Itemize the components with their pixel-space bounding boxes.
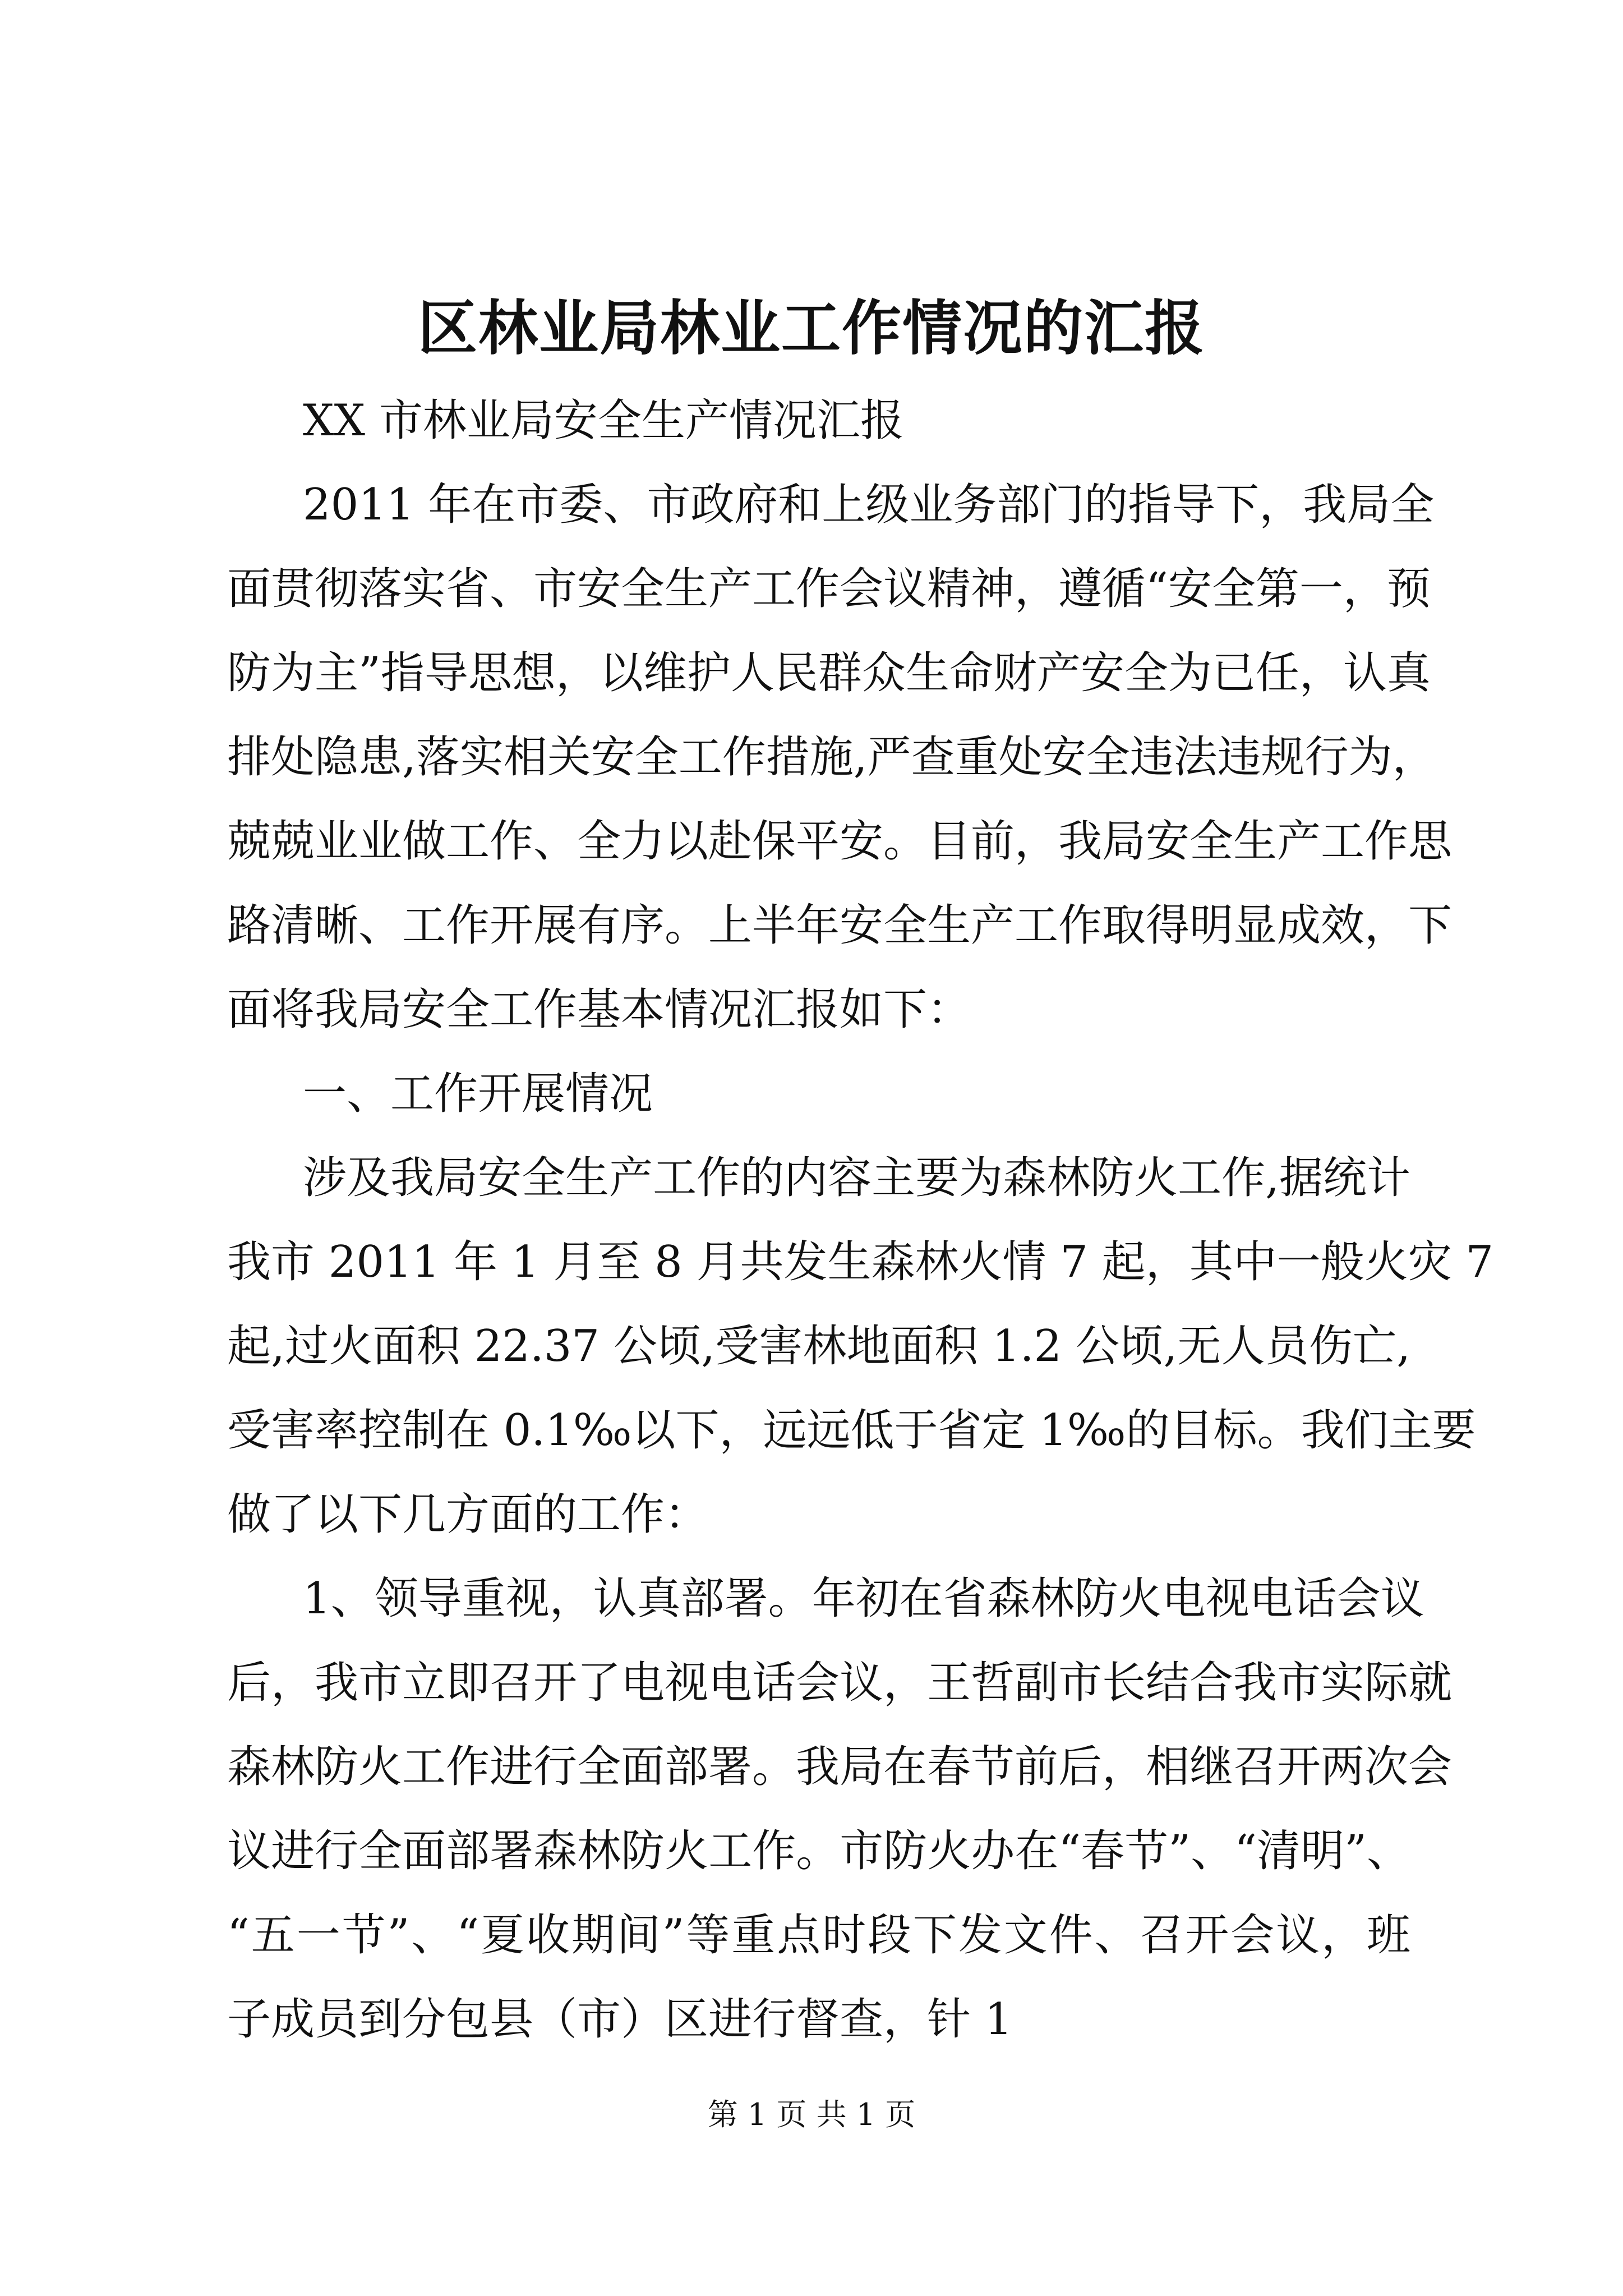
paragraph-line: 2011 年在市委、市政府和上级业务部门的指导下，我局全 bbox=[303, 480, 1435, 530]
section-heading: 一、工作开展情况 bbox=[303, 1069, 653, 1119]
paragraph-line: “五一节”、“夏收期间”等重点时段下发文件、召开会议，班 bbox=[227, 1910, 1410, 1961]
paragraph-line: 兢兢业业做工作、全力以赴保平安。目前，我局安全生产工作思 bbox=[227, 816, 1453, 867]
page-footer: 第 1 页 共 1 页 bbox=[707, 2097, 916, 2132]
paragraph-line: 面贯彻落实省、市安全生产工作会议精神，遵循“安全第一，预 bbox=[227, 564, 1431, 614]
subtitle-line: XX 市林业局安全生产情况汇报 bbox=[303, 395, 904, 446]
paragraph-line: 受害率控制在 0.1‰以下，远远低于省定 1‰的目标。我们主要 bbox=[227, 1405, 1476, 1456]
paragraph-line: 涉及我局安全生产工作的内容主要为森林防火工作,据统计 bbox=[303, 1153, 1410, 1203]
paragraph-line: 1、领导重视，认真部署。年初在省森林防火电视电话会议 bbox=[303, 1573, 1424, 1624]
paragraph-line: 防为主”指导思想，以维护人民群众生命财产安全为已任，认真 bbox=[227, 648, 1431, 698]
paragraph-line: 子成员到分包县（市）区进行督查，针 1 bbox=[227, 1994, 1013, 2045]
paragraph-line: 排处隐患,落实相关安全工作措施,严查重处安全违法违规行为， bbox=[227, 732, 1436, 783]
paragraph-line: 后，我市立即召开了电视电话会议，王哲副市长结合我市实际就 bbox=[227, 1658, 1453, 1708]
paragraph-line: 路清晰、工作开展有序。上半年安全生产工作取得明显成效，下 bbox=[227, 900, 1453, 951]
document-title: 区林业局林业工作情况的汇报 bbox=[418, 293, 1205, 363]
paragraph-line: 我市 2011 年 1 月至 8 月共发生森林火情 7 起，其中一般火灾 7 bbox=[227, 1237, 1494, 1287]
paragraph-line: 做了以下几方面的工作： bbox=[227, 1489, 709, 1540]
paragraph-line: 议进行全面部署森林防火工作。市防火办在“春节”、“清明”、 bbox=[227, 1826, 1410, 1876]
paragraph-line: 面将我局安全工作基本情况汇报如下： bbox=[227, 984, 971, 1035]
paragraph-line: 森林防火工作进行全面部署。我局在春节前后，相继召开两次会 bbox=[227, 1742, 1453, 1792]
paragraph-line: 起,过火面积 22.37 公顷,受害林地面积 1.2 公顷,无人员伤亡, bbox=[227, 1321, 1410, 1372]
